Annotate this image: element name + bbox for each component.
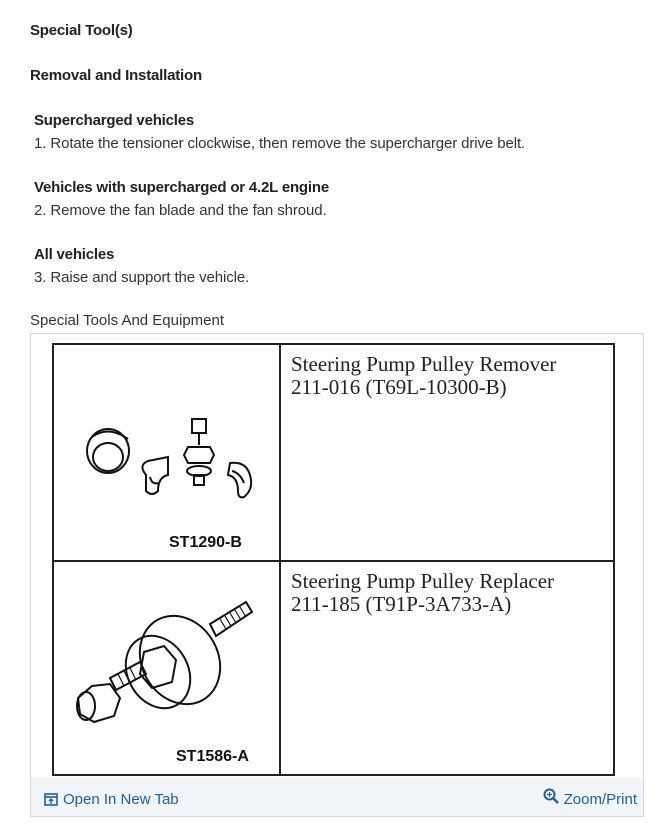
pulley-replacer-illustration-icon	[60, 574, 270, 734]
special-tools-figure	[30, 333, 644, 817]
tools-table	[52, 343, 645, 774]
tool-illustration-code: ST1290-B	[169, 534, 242, 551]
tool-illustration-code: ST1586-A	[176, 748, 249, 765]
tool-illustration-cell	[53, 344, 280, 561]
tool-illustration-cell	[53, 561, 280, 775]
zoom-print-label: Zoom/Print	[563, 791, 637, 808]
step-1-condition: Supercharged vehicles	[34, 112, 195, 129]
tool-description-cell	[280, 561, 614, 775]
open-new-tab-icon	[44, 793, 58, 806]
tool-name: Steering Pump Pulley Replacer	[291, 569, 555, 593]
open-in-new-tab-link[interactable]	[44, 791, 179, 808]
step-1-text: 1. Rotate the tensioner clockwise, then remove the supercharger drive belt.	[34, 135, 526, 152]
step-3-text: 3. Raise and support the vehicle.	[34, 269, 250, 286]
table-row	[53, 344, 614, 561]
zoom-magnifier-icon	[543, 788, 559, 804]
tool-part-number: 211-185 (T91P-3A733-A)	[291, 592, 512, 616]
step-3-condition: All vehicles	[34, 246, 115, 263]
tool-description-cell	[280, 344, 614, 561]
tool-name: Steering Pump Pulley Remover	[291, 352, 557, 376]
special-tools-heading: Special Tool(s)	[30, 22, 133, 39]
removal-installation-heading: Removal and Installation	[30, 67, 202, 84]
zoom-print-link[interactable]	[543, 791, 637, 808]
step-2-condition: Vehicles with supercharged or 4.2L engine	[34, 179, 329, 196]
figure-caption: Special Tools And Equipment	[30, 312, 225, 329]
tool-part-number: 211-016 (T69L-10300-B)	[291, 375, 507, 399]
figure-footer	[31, 778, 643, 816]
table-row	[53, 561, 614, 775]
pulley-remover-illustration-icon	[68, 365, 268, 525]
open-in-new-tab-label: Open In New Tab	[63, 791, 179, 808]
step-2-text: 2. Remove the fan blade and the fan shroud.	[34, 202, 327, 219]
